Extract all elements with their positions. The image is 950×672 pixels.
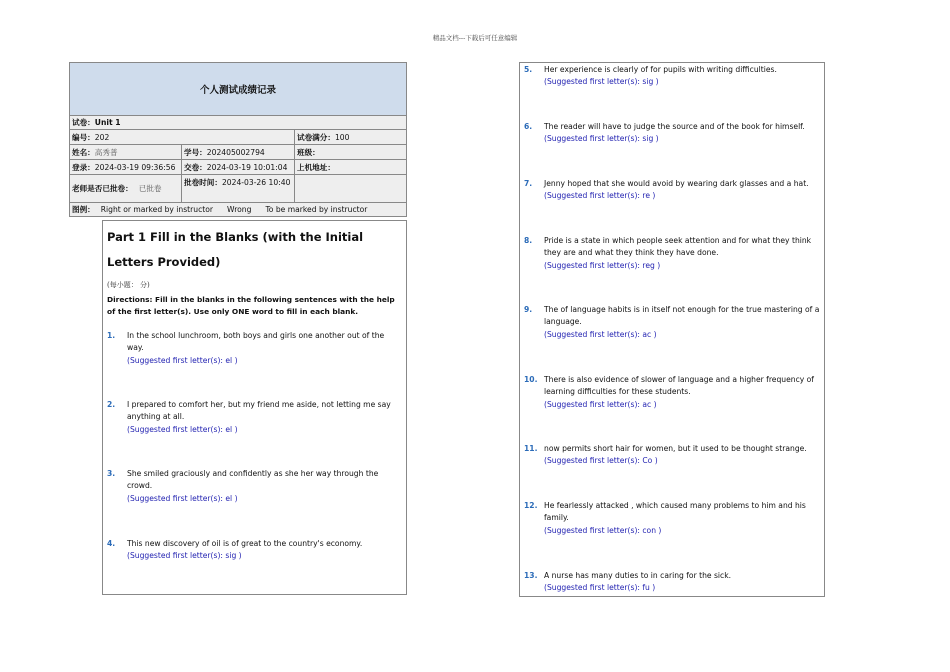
question-text: There is also evidence of slower of language and a higher frequency of learning difficulties for these students.: [544, 375, 814, 397]
part-title: Part 1 Fill in the Blanks (with the Initial Letters Provided): [107, 230, 364, 269]
question-text: She smiled graciously and confidently as she her way through the crowd.: [127, 469, 379, 491]
question-text: Her experience is clearly of for pupils with writing difficulties.: [544, 65, 777, 74]
machine-label: 上机地址：: [297, 162, 335, 172]
question-hint: (Suggested first letter(s): el ): [127, 424, 238, 434]
time-row: [70, 160, 406, 175]
question-hint: (Suggested first letter(s): ac ): [544, 329, 657, 339]
question-hint: (Suggested first letter(s): el ): [127, 355, 238, 365]
question-hint: (Suggested first letter(s): sig ): [127, 551, 242, 561]
full-score-label: 试卷满分：: [297, 132, 335, 142]
grading-row: [70, 175, 406, 203]
name-label: 姓名：: [72, 147, 95, 157]
question-hint: (Suggested first letter(s): con ): [544, 525, 662, 535]
question-text: now permits short hair for women, but it used to be thought strange.: [544, 444, 807, 453]
question-number: 8.: [524, 236, 533, 245]
id-value: 202: [94, 132, 110, 142]
question-number: 13.: [524, 571, 538, 580]
question-number: 12.: [524, 501, 538, 510]
name-value: 高秀普: [94, 147, 118, 157]
student-no-value: 202405002794: [206, 147, 265, 157]
question-text: He fearlessly attacked , which caused many problems to him and his family.: [544, 501, 806, 523]
question-number: 6.: [524, 122, 533, 131]
legend-row: [70, 203, 406, 216]
question-number: 7.: [524, 179, 533, 188]
login-label: 登录：: [72, 162, 95, 172]
question-hint: (Suggested first letter(s): sig ): [544, 134, 659, 144]
graded-label: 老师是否已批卷：: [72, 184, 133, 193]
question-number: 9.: [524, 305, 533, 314]
question-text: The reader will have to judge the source and of the book for himself.: [544, 122, 805, 131]
question-number: 3.: [107, 469, 116, 478]
grade-time-label: 批卷时间：: [184, 178, 222, 187]
paper-value: Unit 1: [94, 118, 121, 127]
question-text: Pride is a state in which people seek attention and for what they think they are and what they think they have done.: [544, 236, 812, 258]
question-number: 5.: [524, 65, 533, 74]
question-hint: (Suggested first letter(s): Co ): [544, 456, 658, 466]
legend-pending: To be marked by instructor: [265, 205, 368, 214]
id-row: [70, 130, 406, 145]
questions-panel-right: [519, 62, 825, 597]
legend-right: Right or marked by instructor: [100, 205, 214, 214]
class-label: 班级：: [297, 147, 320, 157]
question-number: 4.: [107, 539, 116, 548]
legend-label: 图例：: [72, 205, 95, 214]
question-hint: (Suggested first letter(s): fu ): [544, 583, 656, 593]
graded-value: 已批卷: [138, 184, 162, 193]
question-text: This new discovery of oil is of great to the country's economy.: [127, 539, 363, 548]
question-text: In the school lunchroom, both boys and girls one another out of the way.: [127, 331, 385, 353]
question-text: A nurse has many duties to in caring for the sick.: [544, 571, 732, 580]
question-hint: (Suggested first letter(s): re ): [544, 191, 656, 201]
question-number: 2.: [107, 400, 116, 409]
question-text: The of language habits is in itself not enough for the true mastering of a language.: [544, 305, 820, 327]
submit-value: 2024-03-19 10:01:04: [206, 162, 288, 172]
question-number: 10.: [524, 375, 538, 384]
score-note: (每小题： 分): [107, 281, 150, 289]
name-row: [70, 145, 406, 160]
student-no-label: 学号：: [184, 147, 207, 157]
paper-label: 试卷：: [72, 118, 95, 127]
page-header-note: 精品文档---下载后可任意编辑: [432, 34, 518, 42]
paper-row: [70, 116, 406, 130]
question-number: 11.: [524, 444, 538, 453]
question-number: 1.: [107, 331, 116, 340]
question-hint: (Suggested first letter(s): sig ): [544, 77, 659, 87]
question-text: Jenny hoped that she would avoid by wearing dark glasses and a hat.: [544, 179, 809, 188]
question-hint: (Suggested first letter(s): el ): [127, 493, 238, 503]
questions-panel-left: [102, 220, 407, 595]
question-hint: (Suggested first letter(s): ac ): [544, 399, 657, 409]
legend-wrong: Wrong: [227, 205, 252, 214]
id-label: 编号：: [72, 132, 95, 142]
login-value: 2024-03-19 09:36:56: [94, 162, 176, 172]
grade-time-value: 2024-03-26 10:40: [221, 178, 291, 187]
question-hint: (Suggested first letter(s): reg ): [544, 260, 661, 270]
directions: Directions: Fill in the blanks in the following sentences with the help of the first letter(s). Use only ONE word to fill in each blank.: [107, 295, 395, 316]
score-record-table: [69, 62, 407, 217]
full-score-value: 100: [334, 132, 350, 142]
submit-label: 交卷：: [184, 162, 207, 172]
question-text: I prepared to comfort her, but my friend me aside, not letting me say anything at all.: [127, 400, 391, 422]
record-title: 个人测试成绩记录: [70, 63, 406, 116]
